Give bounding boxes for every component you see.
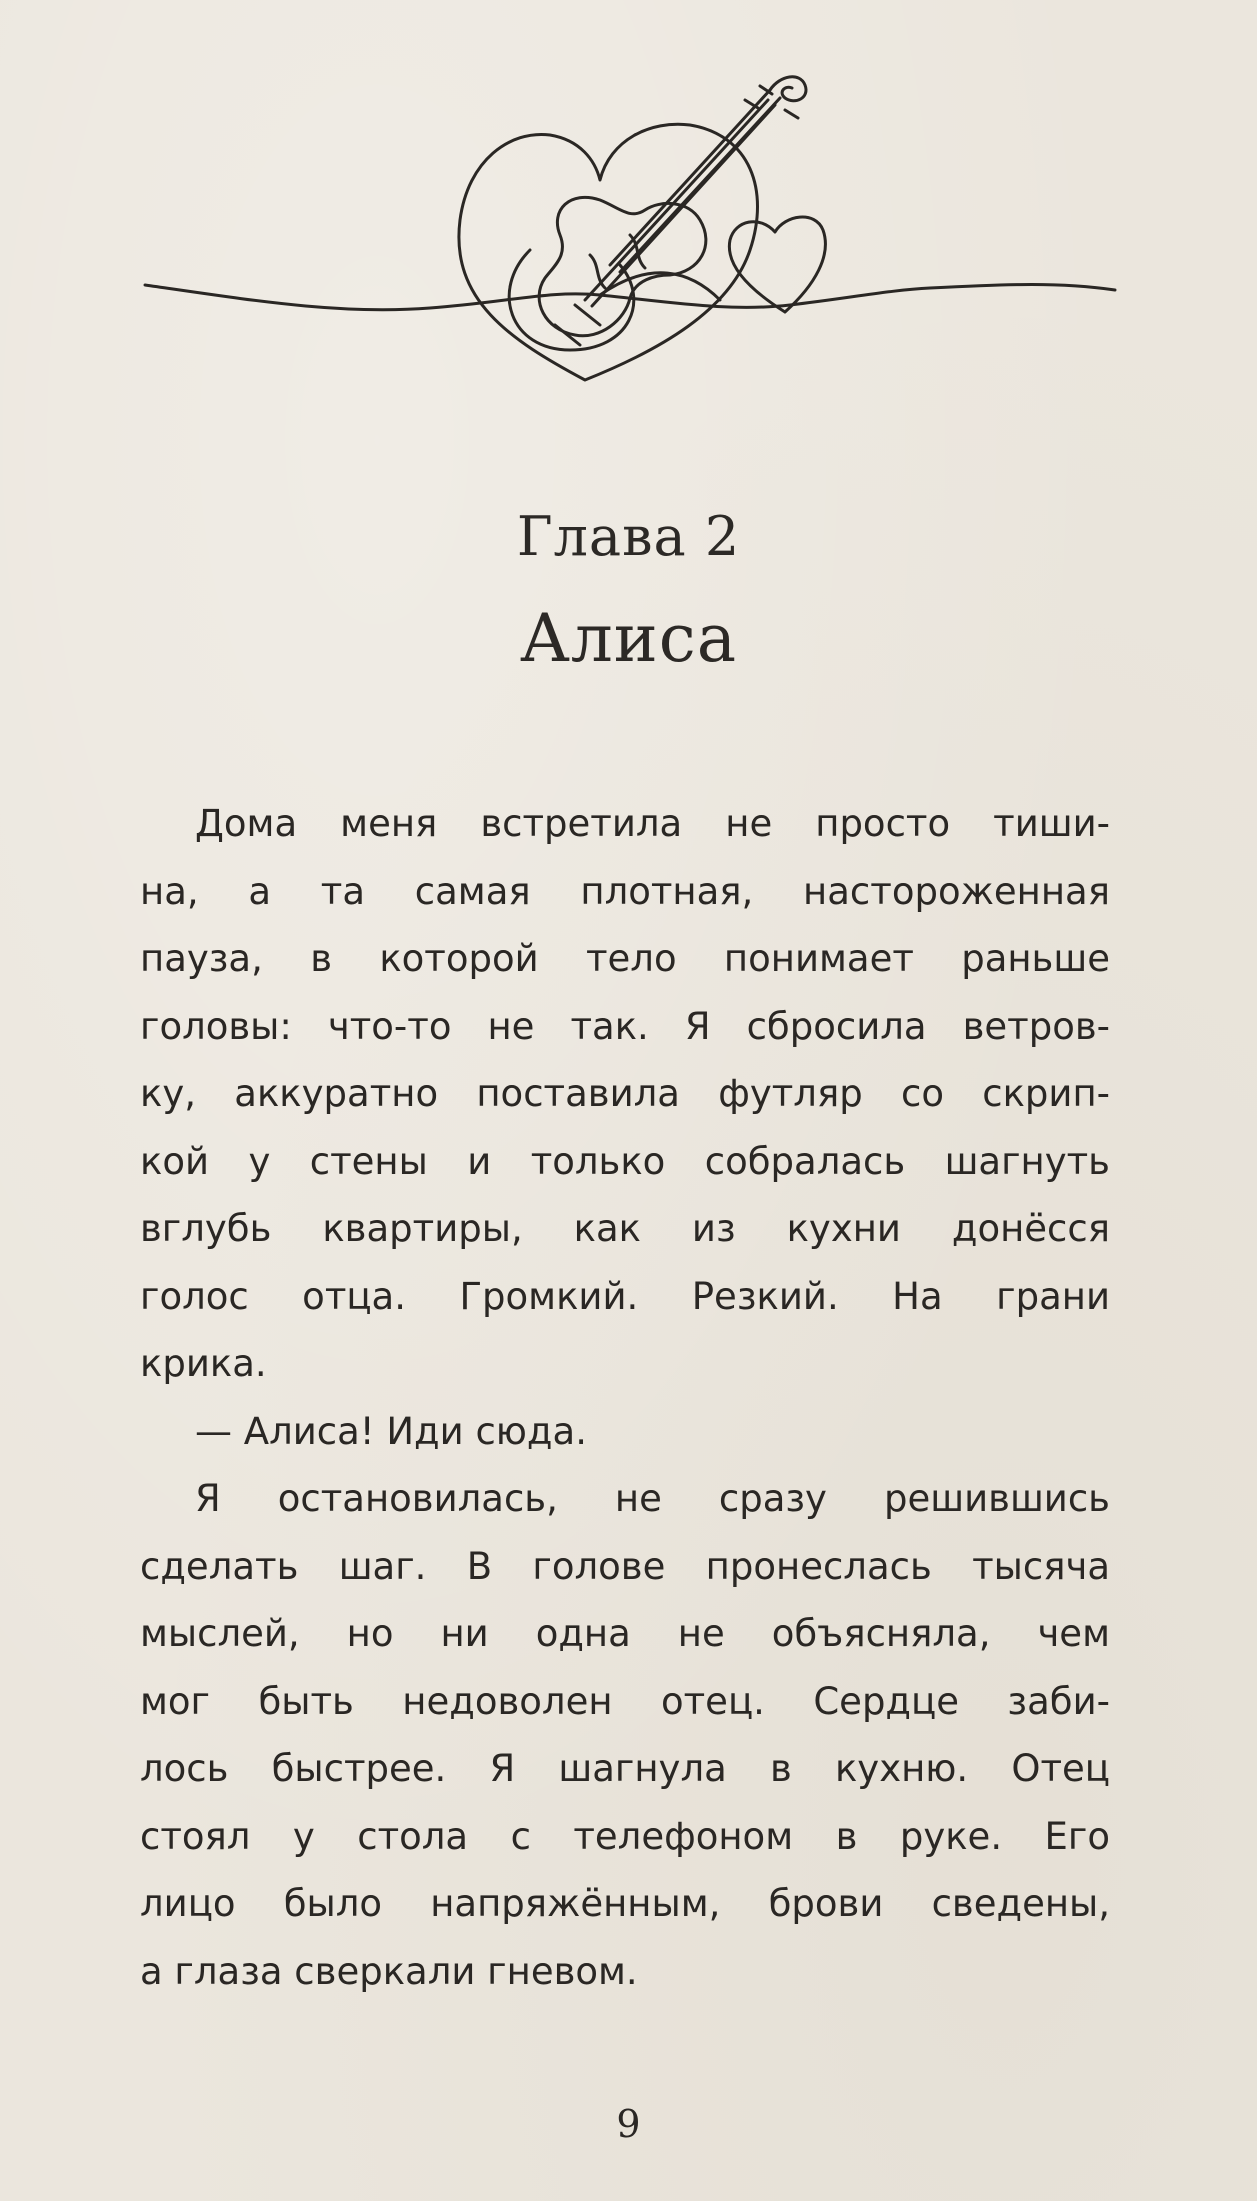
text-line: — Алиса! Иди сюда. [195,1409,587,1453]
text-line: а глаза сверкали гневом. [140,1949,638,1993]
text-line: стоял у стола с телефоном в руке. Его [140,1814,1110,1858]
chapter-body [140,790,1110,2005]
text-line: вглубь квартиры, как из кухни донёсся [140,1207,1110,1250]
text-line: мыслей, но ни одна не объясняла, чем [140,1612,1110,1655]
text-line: кой у стены и только собралась шагнуть [140,1139,1110,1183]
text-line: Дома меня встретила не просто тиши- [195,802,1110,845]
text-line: голос отца. Громкий. Резкий. На грани [140,1274,1110,1318]
text-line: пауза, в которой тело понимает раньше [140,937,1110,980]
text-line: ку, аккуратно поставила футляр со скрип- [140,1072,1110,1115]
violin-heart-icon [130,50,1130,410]
text-line: Я остановилась, не сразу решившись [195,1477,1110,1520]
text-line: крика. [140,1342,267,1385]
paragraph [140,1465,1110,2005]
chapter-number: Глава 2 [516,505,741,568]
paragraph [140,790,1110,1398]
chapter-title: Алиса [519,600,738,677]
text-line: головы: что-то не так. Я сбросила ветров- [140,1004,1110,1048]
text-line: лицо было напряжённым, брови сведены, [140,1882,1110,1925]
text-line: лось быстрее. Я шагнула в кухню. Отец [140,1747,1110,1790]
text-line: на, а та самая плотная, настороженная [140,869,1110,913]
text-line: сделать шаг. В голове пронеслась тысяча [140,1544,1110,1588]
page-number: 9 [616,2102,641,2146]
paragraph [140,1398,1110,1466]
text-line: мог быть недоволен отец. Сердце заби- [140,1679,1110,1723]
